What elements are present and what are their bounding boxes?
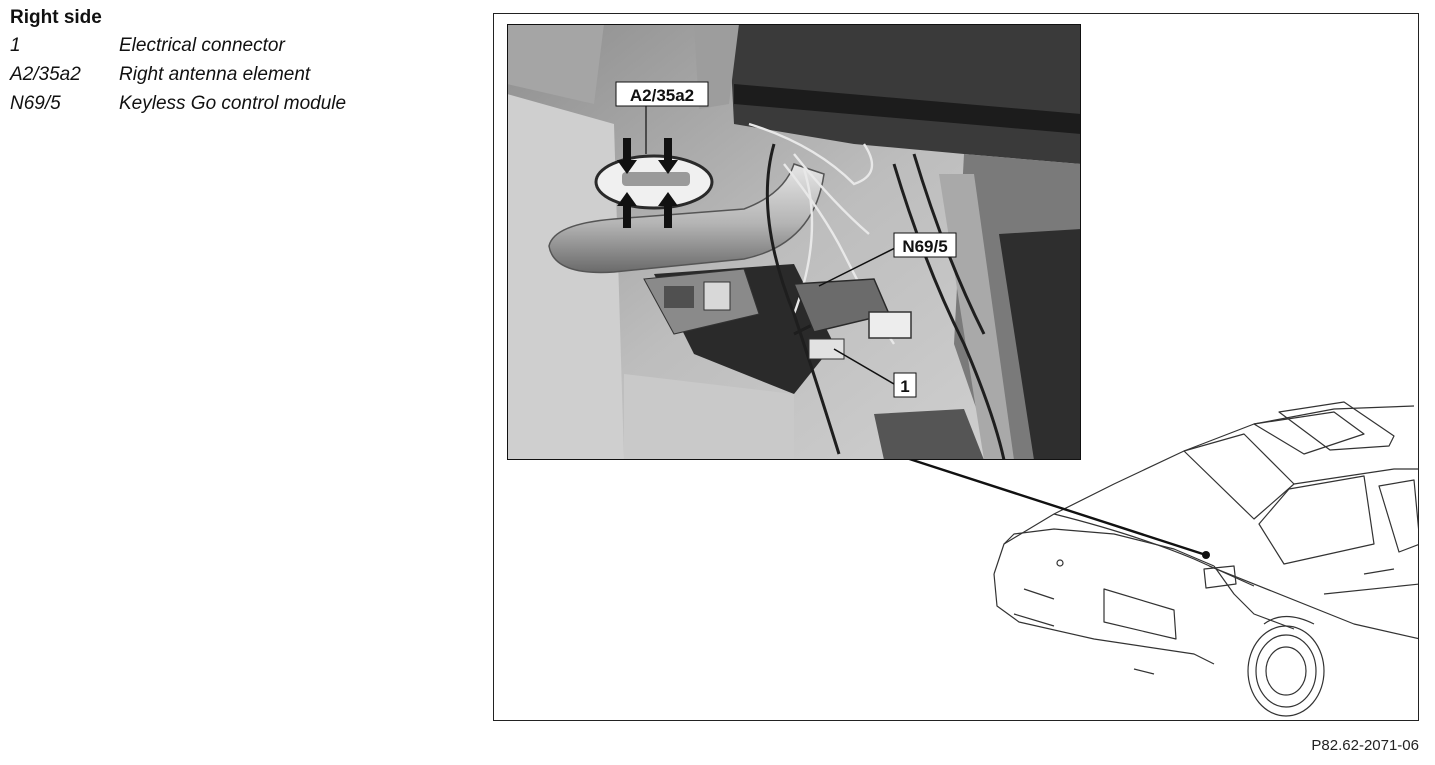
legend-description: Keyless Go control module [119, 93, 347, 114]
legend-row [10, 89, 346, 118]
figure-illustration [494, 14, 1419, 721]
legend-description: Right antenna element [119, 64, 311, 85]
legend-row [10, 60, 346, 89]
figure-frame [493, 13, 1419, 721]
legend-title: Right side [10, 7, 102, 28]
leader-line [894, 454, 1206, 555]
leader-dot [1202, 551, 1210, 559]
legend-table [10, 31, 346, 118]
legend-row [10, 31, 346, 60]
callout-antenna: A2/35a2 [629, 86, 695, 105]
legend-code: A2/35a2 [10, 64, 81, 85]
legend-code: N69/5 [10, 93, 61, 114]
detail-photo [507, 24, 1081, 460]
legend-description: Electrical connector [119, 35, 285, 56]
legend-code: 1 [10, 35, 21, 56]
callout-connector: 1 [900, 377, 910, 396]
callout-control-module: N69/5 [902, 237, 948, 256]
figure-reference: P82.62-2071-06 [1311, 737, 1419, 754]
legend [10, 7, 346, 118]
